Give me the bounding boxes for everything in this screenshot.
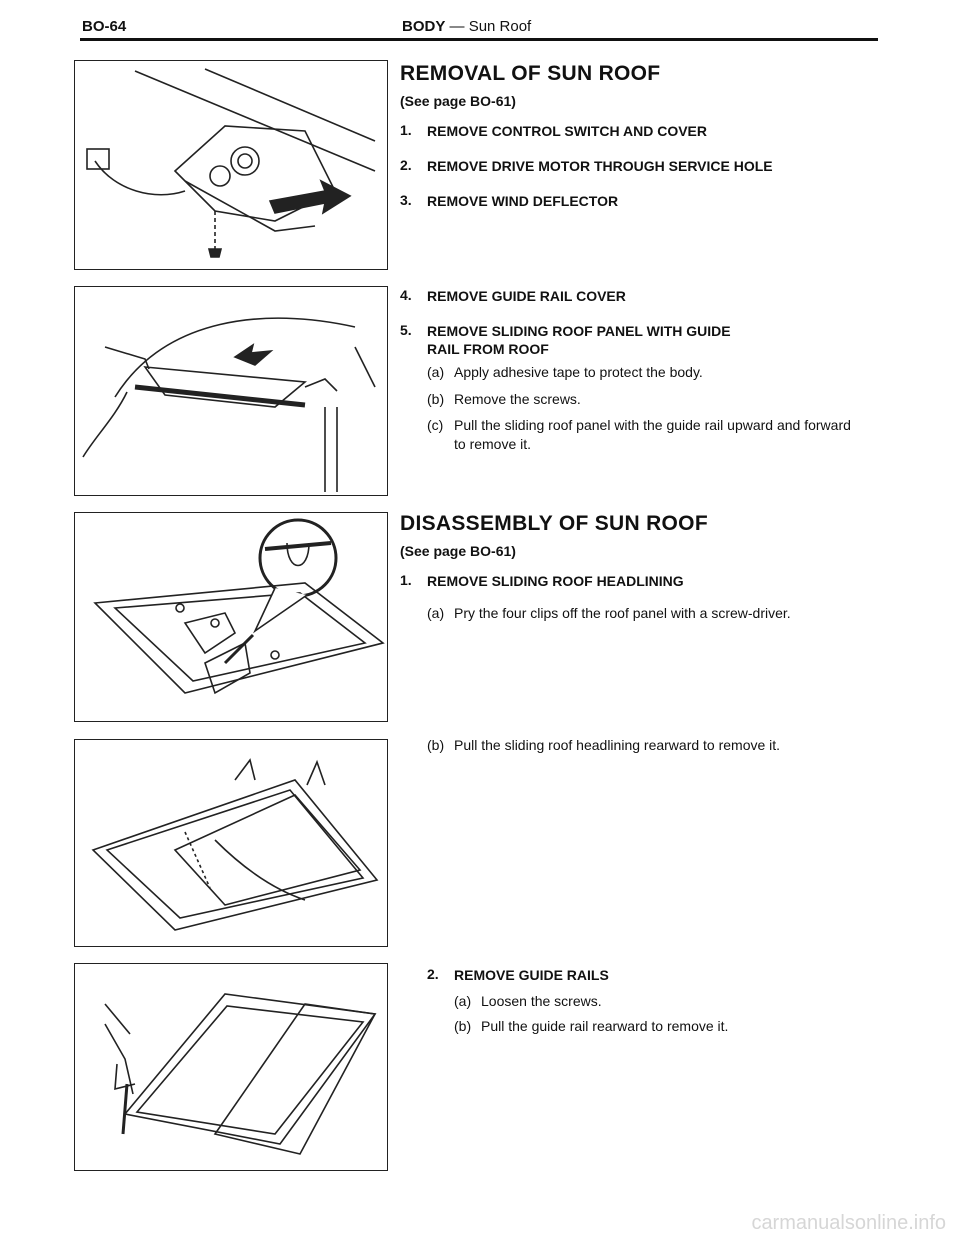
title-separator: — <box>449 18 465 35</box>
step-number: 4. <box>400 287 412 303</box>
sub-text: Loosen the screws. <box>481 993 602 1009</box>
section-name: BODY <box>402 18 446 35</box>
removal-section-title: REMOVAL OF SUN ROOF <box>400 62 661 85</box>
step-text: REMOVE DRIVE MOTOR THROUGH SERVICE HOLE <box>427 158 773 174</box>
watermark: carmanualsonline.info <box>751 1212 946 1234</box>
figure-headlining-removal <box>74 739 388 947</box>
step-number: 1. <box>400 572 412 588</box>
step-number: 3. <box>400 192 412 208</box>
page-header <box>82 18 878 38</box>
step-number: 1. <box>400 122 412 138</box>
removal-see-page: (See page BO-61) <box>400 93 516 109</box>
header-rule <box>80 38 878 41</box>
sub-text: Pry the four clips off the roof panel with a screw-driver. <box>454 605 791 621</box>
clip-removal-illustration <box>75 513 387 721</box>
sliding-panel-illustration <box>75 287 387 495</box>
disassembly-see-page: (See page BO-61) <box>400 543 516 559</box>
sub-label: (a) <box>427 605 445 621</box>
step-text: REMOVE WIND DEFLECTOR <box>427 193 619 209</box>
figure-drive-motor <box>74 60 388 270</box>
running-title <box>402 18 531 35</box>
drive-motor-illustration <box>75 61 387 269</box>
sub-text: Apply adhesive tape to protect the body. <box>454 364 703 380</box>
figure-sliding-panel <box>74 286 388 496</box>
page-number: BO-64 <box>82 18 127 35</box>
sub-label: (b) <box>427 737 445 753</box>
step-number: 2. <box>400 157 412 173</box>
guide-rails-illustration <box>75 964 387 1170</box>
sub-text: Pull the sliding roof panel with the guide rail upward and forward to remove it. <box>454 417 851 452</box>
step-text: REMOVE CONTROL SWITCH AND COVER <box>427 123 708 139</box>
headlining-removal-illustration <box>75 740 387 946</box>
sub-label: (b) <box>454 1018 472 1034</box>
step-text: REMOVE SLIDING ROOF HEADLINING <box>427 573 684 589</box>
sub-label: (c) <box>427 417 444 433</box>
sub-label: (a) <box>427 364 445 380</box>
subsection-name: Sun Roof <box>468 18 532 35</box>
step-number: 2. <box>427 966 439 982</box>
step-text: REMOVE GUIDE RAIL COVER <box>427 288 626 304</box>
disassembly-section-title: DISASSEMBLY OF SUN ROOF <box>400 512 708 535</box>
sub-text: Remove the screws. <box>454 391 581 407</box>
sub-text: Pull the guide rail rearward to remove it. <box>481 1018 729 1034</box>
figure-clip-removal <box>74 512 388 722</box>
figure-guide-rails <box>74 963 388 1171</box>
sub-text: Pull the sliding roof headlining rearward to remove it. <box>454 737 781 753</box>
step-text: REMOVE GUIDE RAILS <box>454 967 609 983</box>
sub-label: (b) <box>427 391 445 407</box>
step-text: REMOVE SLIDING ROOF PANEL WITH GUIDE RAIL FROM ROOF <box>427 323 731 357</box>
step-number: 5. <box>400 322 412 338</box>
sub-label: (a) <box>454 993 472 1009</box>
